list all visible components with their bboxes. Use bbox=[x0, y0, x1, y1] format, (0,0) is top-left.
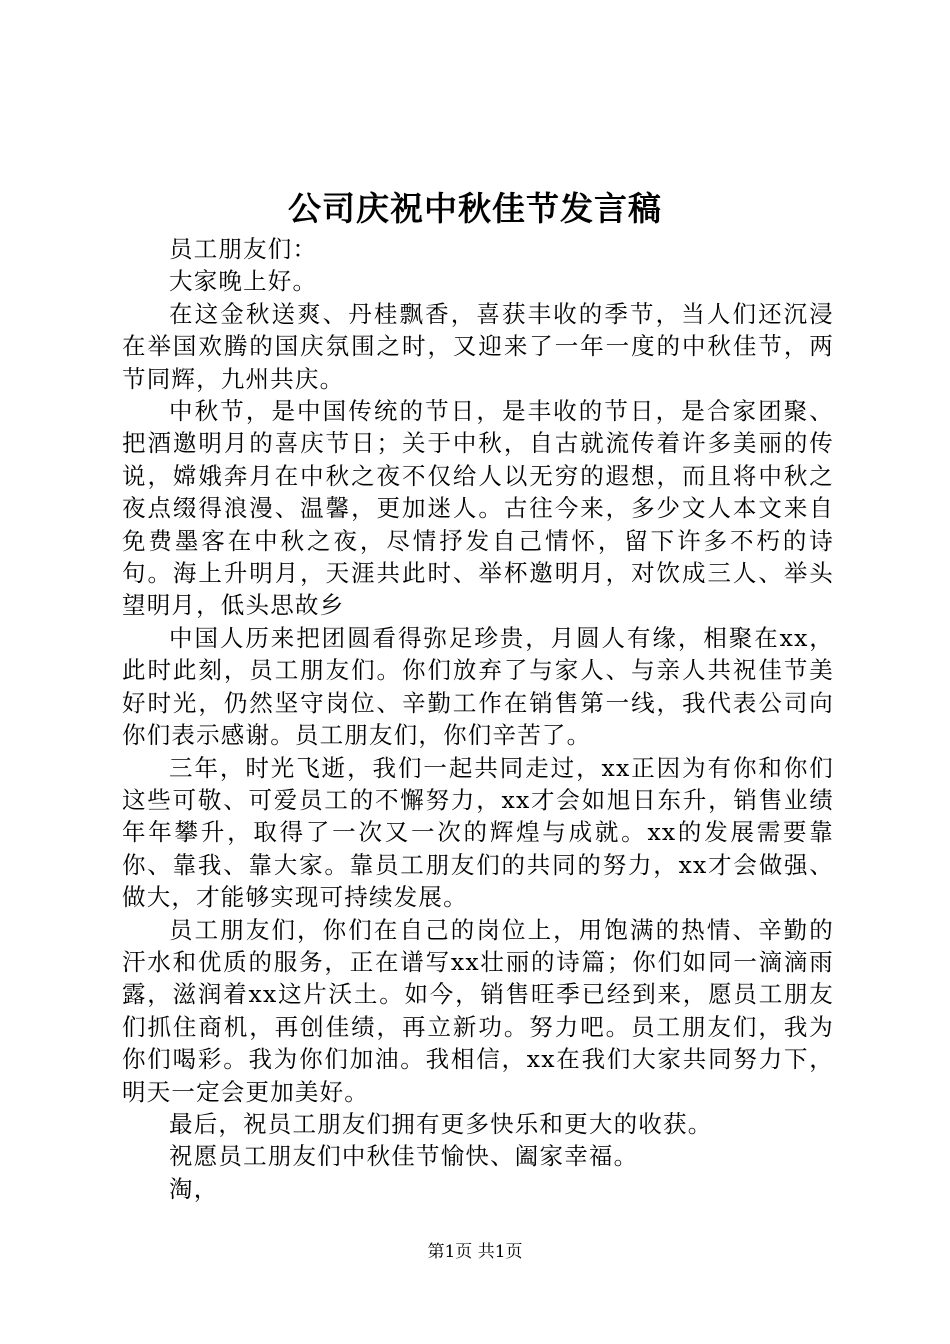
paragraph: 最后，祝员工朋友们拥有更多快乐和更大的收获。 bbox=[169, 1109, 713, 1138]
document-title: 公司庆祝中秋佳节发言稿 bbox=[288, 189, 662, 228]
paragraph-closing: 淘， bbox=[169, 1174, 219, 1203]
paragraph: 祝愿员工朋友们中秋佳节愉快、阖家幸福。 bbox=[169, 1142, 639, 1171]
page-number-footer: 第1页 共1页 bbox=[427, 1242, 523, 1262]
paragraph: 在这金秋送爽、丹桂飘香，喜获丰收的季节，当人们还沉浸在举国欢腾的国庆氛围之时，又迎来了一年一度的中秋佳节，两节同辉，九州共庆。 bbox=[122, 299, 834, 393]
paragraph: 中国人历来把团圆看得弥足珍贵，月圆人有缘，相聚在xx，此时此刻，员工朋友们。你们放弃了与家人、与亲人共祝佳节美好时光，仍然坚守岗位、辛勤工作在销售第一线，我代表公司向你们表示感谢。员工朋友们，你们辛苦了。 bbox=[122, 623, 834, 750]
paragraph: 三年，时光飞逝，我们一起共同走过，xx正因为有你和你们这些可敬、可爱员工的不懈努力，xx才会如旭日东升，销售业绩年年攀升，取得了一次又一次的辉煌与成就。xx的发展需要靠你、靠我、靠大家。靠员工朋友们的共同的努力，xx才会做强、做大，才能够实现可持续发展。 bbox=[122, 753, 834, 912]
paragraph-good-evening: 大家晚上好。 bbox=[169, 267, 318, 296]
paragraph-greeting: 员工朋友们： bbox=[169, 235, 318, 263]
document-body bbox=[122, 233, 834, 1205]
paragraph: 中秋节，是中国传统的节日，是丰收的节日，是合家团聚、把酒邀明月的喜庆节日；关于中秋，自古就流传着许多美丽的传说，嫦娥奔月在中秋之夜不仅给人以无穷的遐想，而且将中秋之夜点缀得浪漫、温馨，更加迷人。古往今来，多少文人本文来自免费墨客在中秋之夜，尽情抒发自己情怀，留下许多不朽的诗句。海上升明月，天涯共此时、举杯邀明月，对饮成三人、举头望明月，低头思故乡 bbox=[122, 397, 834, 620]
paragraph: 员工朋友们，你们在自己的岗位上，用饱满的热情、辛勤的汗水和优质的服务，正在谱写xx壮丽的诗篇；你们如同一滴滴雨露，滋润着xx这片沃土。如今，销售旺季已经到来，愿员工朋友们抓住商机，再创佳绩，再立新功。努力吧。员工朋友们，我为你们喝彩。我为你们加油。我相信，xx在我们大家共同努力下，明天一定会更加美好。 bbox=[122, 915, 834, 1106]
